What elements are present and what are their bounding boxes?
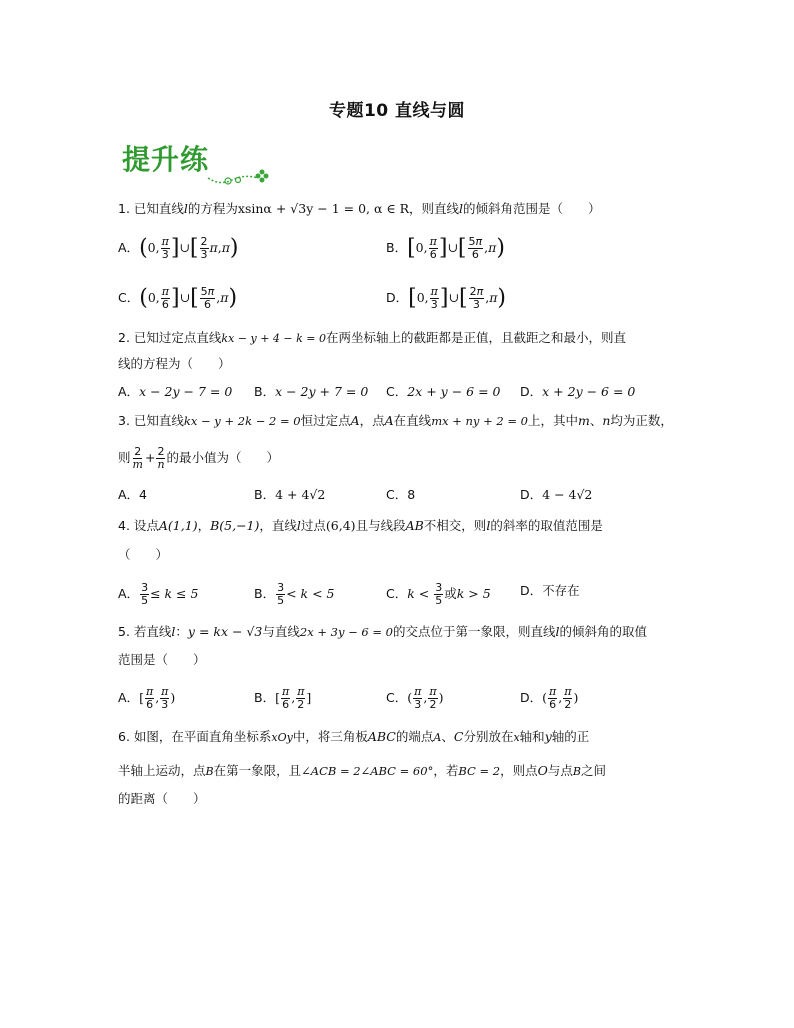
q4-stem-line2: （ ） [118,547,169,562]
q6-text: 与点 [547,763,573,778]
q4-option-a[interactable]: A． $\frac{3}{5}$ ≤ k ≤ 5 [118,581,199,607]
q6-var: B [205,765,214,778]
q4-option-d[interactable]: D．不存在 [520,583,580,598]
option-value: 4 + 4√2 [275,487,326,502]
q1-text: 的倾斜角范围是（ ） [463,201,601,216]
option-label: B． [254,487,276,502]
q5-stem-line1 [118,623,647,641]
option-value: x − 2y + 7 = 0 [275,384,369,399]
badge-decoration-icon [120,140,270,188]
q6-var: B [572,765,581,778]
q3-text: 3. 已知直线 [118,413,184,428]
q5-l: l [555,624,560,639]
q1-option-d[interactable]: D．[0, $\frac{\pi}{3}$ ]∪[ $\frac{2\pi}{3}$ ,π) [386,285,506,311]
q4-point: B(5,−1) [210,518,260,533]
q3-option-c[interactable]: C．8 [386,487,416,502]
option-label: C． [386,690,408,705]
q1-equation: xsinα + √3y − 1 = 0, α ∈ R [237,201,410,216]
q3-text: 的最小值为（ ） [166,450,280,465]
q4-text: 不相交，则 [423,518,487,533]
option-label: B． [254,586,276,601]
q3-option-b[interactable] [254,486,325,504]
q6-equation: BC = 2 [458,764,501,778]
badge-text: 提升练 [122,143,210,176]
q4-point: A(1,1) [158,518,198,533]
q4-option-c[interactable]: C．k < $\frac{3}{5}$ 或k > 5 [386,581,491,607]
q6-text: ，若 [433,763,459,778]
q6-text: 半轴上运动，点 [118,763,206,778]
q4-text: 4. 设点 [118,518,159,533]
q5-text: ： [175,624,188,639]
q2-text: 在两坐标轴上的截距都是正值，且截距之和最小，则直 [326,330,627,345]
q1-stem [118,200,601,218]
q6-var: xOy [271,731,293,744]
q6-var: A [433,731,442,744]
q6-stem-line3: 的距离（ ） [118,791,206,806]
q6-text: 分别放在 [463,729,514,744]
q3-text: 则 [118,450,131,465]
q4-seg: AB [405,518,424,533]
q2-equation: kx − y + 4 − k = 0 [221,332,326,345]
option-label: D． [520,487,543,502]
page-title: 专题10 直线与圆 [328,101,466,121]
q3-point: A [384,413,394,428]
q5-text: 与直线 [262,624,300,639]
option-value: 2x + y − 6 = 0 [407,384,501,399]
q3-text: 上，其中 [527,413,578,428]
option-value: k > 5 [456,586,491,601]
q3-text: 恒过定点 [300,413,351,428]
q6-text: 轴和 [519,729,545,744]
q1-option-a[interactable]: A．(0, $\frac{\pi}{3}$ ]∪[ $\frac{2}{3}$ π,π) [118,235,239,261]
q3-text: 在直线 [393,413,432,428]
q2-stem-line1 [118,329,626,348]
option-value: x + 2y − 6 = 0 [542,384,636,399]
q3-text: 、 [589,413,603,428]
q6-var: y [544,729,552,744]
q1-option-c[interactable]: C．(0, $\frac{\pi}{6}$ ]∪[ $\frac{5\pi}{6}$ ,π) [118,285,238,311]
q5-stem-line2: 范围是（ ） [118,652,206,667]
q6-text: 6. 如图，在平面直角坐标系 [118,729,272,744]
q5-text: 的交点位于第一象限，则直线 [392,624,556,639]
q6-stem-line1 [118,728,589,747]
q5-text: 的倾斜角的取值 [559,624,648,639]
q3-option-d[interactable] [520,486,592,504]
q4-l: l [296,518,301,533]
q5-equation: 2x + 3y − 6 = 0 [299,625,393,639]
q5-option-c[interactable]: C．( $\frac{\pi}{3}$ , $\frac{\pi}{2}$ ) [386,685,444,711]
option-text: 或 [444,586,457,601]
option-label: B． [254,690,276,705]
q2-option-c[interactable] [386,383,500,401]
q6-text: 在第一象限，且 [213,763,302,778]
q5-equation: y = kx − √3 [187,624,263,639]
q4-point: (6,4) [325,518,356,533]
option-label: D． [386,290,409,305]
q6-var: C [453,729,464,744]
q3-text: 均为正数， [610,413,673,428]
q4-text: ， [197,518,211,533]
option-label: A． [118,690,140,705]
q6-var: x [513,731,520,744]
q4-text: 且与线段 [355,518,406,533]
q6-text: 的端点 [395,729,434,744]
q1-l: l [459,201,464,216]
q4-text: 过点 [300,518,326,533]
q4-option-b[interactable]: B． $\frac{3}{5}$ < k < 5 [254,581,335,607]
q2-text: 2. 已知过定点直线 [118,330,222,345]
option-label: D． [520,384,543,399]
option-label: C． [386,384,408,399]
option-value: x − 2y − 7 = 0 [139,384,233,399]
q5-option-a[interactable]: A．[ $\frac{\pi}{6}$ , $\frac{\pi}{3}$ ) [118,685,176,711]
option-label: B． [386,240,408,255]
q6-text: 轴的正 [551,729,590,744]
option-label: A． [118,586,140,601]
q3-stem-line1 [118,412,673,430]
q3-equation: kx − y + 2k − 2 = 0 [183,414,301,428]
q3-var: m [577,413,590,428]
option-label: C． [118,290,140,305]
q6-stem-line2 [118,762,606,781]
option-label: C． [386,586,408,601]
q5-option-d[interactable]: D．( $\frac{\pi}{6}$ , $\frac{\pi}{2}$ ) [520,685,579,711]
q2-option-a[interactable] [118,383,232,401]
q6-text: 中，将三角板 [292,729,368,744]
section-badge [120,140,270,188]
q1-l: l [183,201,188,216]
q3-stem-line2: 则 $\frac{2}{m}$ + $\frac{2}{n}$ 的最小值为（ ） [118,445,280,471]
option-label: B． [254,384,276,399]
q1-option-b[interactable]: B．[0, $\frac{\pi}{6}$ ]∪[ $\frac{5\pi}{6}$ ,π) [386,235,505,261]
q3-equation: mx + ny + 2 = 0 [431,414,528,428]
q2-stem-line2: 线的方程为（ ） [118,356,231,371]
q3-text: ，点 [359,413,385,428]
option-value: 4 − 4√2 [542,487,593,502]
q1-text: 1. 已知直线 [118,201,184,216]
q6-text: 之间 [580,763,606,778]
option-label: A． [118,384,140,399]
q4-text: 的斜率的取值范围是 [490,518,603,533]
q1-text: ，则直线 [409,201,460,216]
q6-equation: ∠ACB = 2∠ABC = 60° [301,764,434,778]
option-label: A． [118,240,140,255]
q5-l: l [171,624,176,639]
q3-point: A [350,413,360,428]
q6-text: 、 [441,729,454,744]
q6-text: ，则点 [500,763,538,778]
q3-option-a[interactable]: A．4 [118,487,148,502]
q6-var: O [537,763,548,778]
q2-option-b[interactable] [254,383,368,401]
q2-option-d[interactable] [520,383,635,401]
q5-text: 5. 若直线 [118,624,172,639]
q3-var: n [602,413,611,428]
q1-text: 的方程为 [187,201,238,216]
q5-option-b[interactable]: B．[ $\frac{\pi}{6}$ , $\frac{\pi}{2}$ ] [254,685,312,711]
q4-l: l [486,518,491,533]
q6-var: ABC [367,729,396,744]
q4-text: ，直线 [259,518,297,533]
q4-stem-line1 [118,517,603,535]
option-label: D． [520,690,543,705]
